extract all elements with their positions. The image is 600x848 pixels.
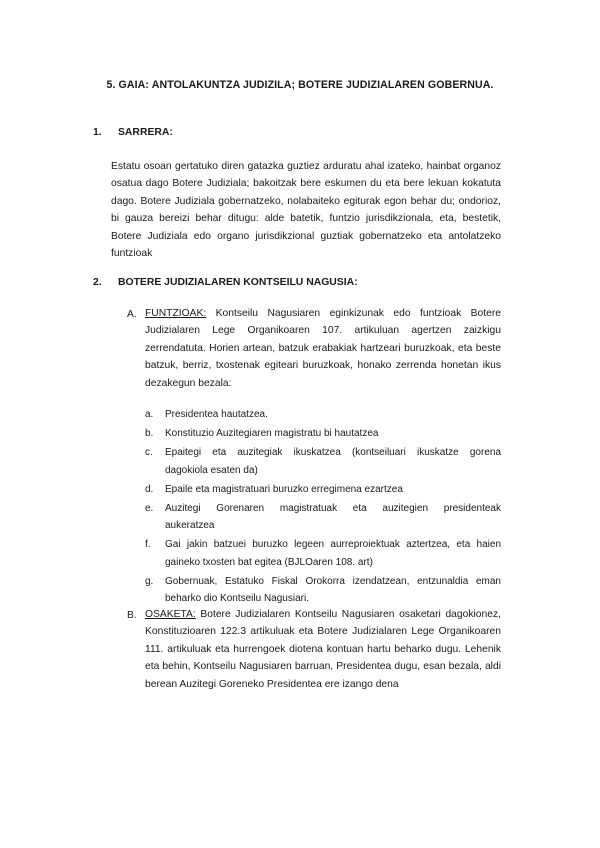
- paragraph-line: dezakegun bezala:: [145, 377, 232, 389]
- list-item: [145, 500, 501, 534]
- list-item-text: Auzitegi Gorenaren magistratuak eta auzitegien presidenteak: [165, 503, 501, 515]
- paragraph-line: [145, 305, 501, 322]
- paragraph-line-text: Botere Judizialaren Kontseilu Nagusiaren osaketari dagokionez,: [200, 609, 501, 620]
- list-item-text: Presidentea hautatzea.: [165, 409, 268, 420]
- section-heading-sarrera: [93, 127, 173, 138]
- subsection-letter-b: B.: [127, 610, 137, 621]
- paragraph-line: 111. artikuluak eta hurrengoek diotena kontuan hartu beharko dugu. Lehenik: [145, 643, 501, 655]
- list-item: [145, 481, 501, 498]
- list-item: [145, 444, 501, 478]
- document-title: 5. GAIA: ANTOLAKUNTZA JUDIZILA; BOTERE JUDIZIALAREN GOBERNUA.: [106, 79, 494, 91]
- paragraph-line: zerrendatuta. Horien artean, batzuk erabakiak hartzeari buruzkoak, eta beste: [145, 342, 501, 354]
- list-item: [145, 536, 501, 570]
- paragraph-line: dago. Botere Judiziala gobernatzeko, nolabaiteko egiturak egon behar du; ondorioz,: [111, 195, 501, 207]
- paragraph-line: Konstituzioaren 122.3 artikuluak eta Botere Judizialaren Lege Organikoaren: [145, 626, 501, 638]
- list-item-text: beharko dio Kontseilu Nagusiari.: [165, 593, 309, 605]
- section-title: SARRERA:: [118, 127, 173, 138]
- paragraph-line: [145, 606, 501, 623]
- list-item: [145, 406, 501, 423]
- list-item: [145, 425, 501, 442]
- list-item-text: Gai jakin batzuei buruzko legeen aurreproiektuak aztertzea, eta haien: [165, 539, 501, 551]
- list-item-text: Gobernuak, Estatuko Fiskal Orokorra izendatzean, entzunaldia eman: [165, 575, 501, 587]
- paragraph-line-text: Kontseilu Nagusiaren eginkizunak edo funtzioak Botere: [215, 308, 501, 319]
- list-marker: a.: [145, 409, 154, 420]
- paragraph-line: osatua dago Botere Judiziala; bakoitzak bere eskumen du eta bere lekuan kokatuta: [111, 178, 501, 190]
- subsection-letter-a: A.: [127, 309, 137, 320]
- list-item-text: Epaile eta magistratuari buruzko erregimena ezartzea: [165, 483, 403, 495]
- paragraph-line: funtzioak: [111, 248, 153, 260]
- paragraph-line: Estatu osoan gertatuko diren gatazka guztiez arduratu ahal izateko, hainbat organoz: [111, 161, 501, 172]
- subsection-label-funtzioak: FUNTZIOAK:: [145, 308, 207, 319]
- paragraph-line: eta behin, Kontseilu Nagusiaren barruan, Presidentea dugu, esan bezala, aldi: [145, 661, 501, 673]
- section-heading-kontseilu: [93, 277, 358, 288]
- subsection-label-osaketa: OSAKETA:: [145, 609, 196, 620]
- osaketa-paragraph: [145, 606, 501, 693]
- list-item: [145, 573, 501, 607]
- section-number: 1.: [93, 127, 102, 138]
- list-marker: f.: [145, 539, 151, 551]
- list-marker: c.: [145, 447, 153, 459]
- list-marker: b.: [145, 428, 154, 440]
- sarrera-paragraph: [111, 158, 501, 262]
- funtzioak-list: [145, 406, 501, 609]
- section-number: 2.: [93, 277, 102, 288]
- list-item-text: Epaitegi eta auzitegiak ikuskatzea (kontseiluari ikuskatze gorena: [165, 447, 501, 459]
- list-marker: d.: [145, 483, 154, 495]
- paragraph-line: berean Auzitegi Goreneko Presidentea ere izango dena: [145, 678, 399, 690]
- list-item-text: gaineko txosten bat egitea (BJLOaren 108. art): [165, 556, 373, 568]
- paragraph-line: Botere Judiziala edo organo jurisdikzional guztiak gobernatzeko eta antolatzeko: [111, 230, 501, 242]
- list-item-text: aukeratzea: [165, 520, 215, 532]
- paragraph-line: bi gauza bereizi behar ditugu: alde batetik, funtzio jurisdikzionala, eta, bestetik,: [111, 213, 501, 225]
- list-item-text: Konstituzio Auzitegiaren magistratu bi hautatzea: [165, 428, 379, 440]
- list-marker: e.: [145, 503, 154, 515]
- list-item-text: dagokiola esaten da): [165, 464, 258, 476]
- section-title: BOTERE JUDIZIALAREN KONTSEILU NAGUSIA:: [118, 277, 358, 288]
- paragraph-line: batzuk, berriz, txostenak egiteari buruzkoak, honako zerrenda honetan ikus: [145, 360, 501, 372]
- paragraph-line: Judizialaren Lege Organikoaren 107. artikuluan agertzen zaizkigu: [145, 325, 501, 337]
- list-marker: g.: [145, 575, 154, 587]
- funtzioak-paragraph: [145, 305, 501, 392]
